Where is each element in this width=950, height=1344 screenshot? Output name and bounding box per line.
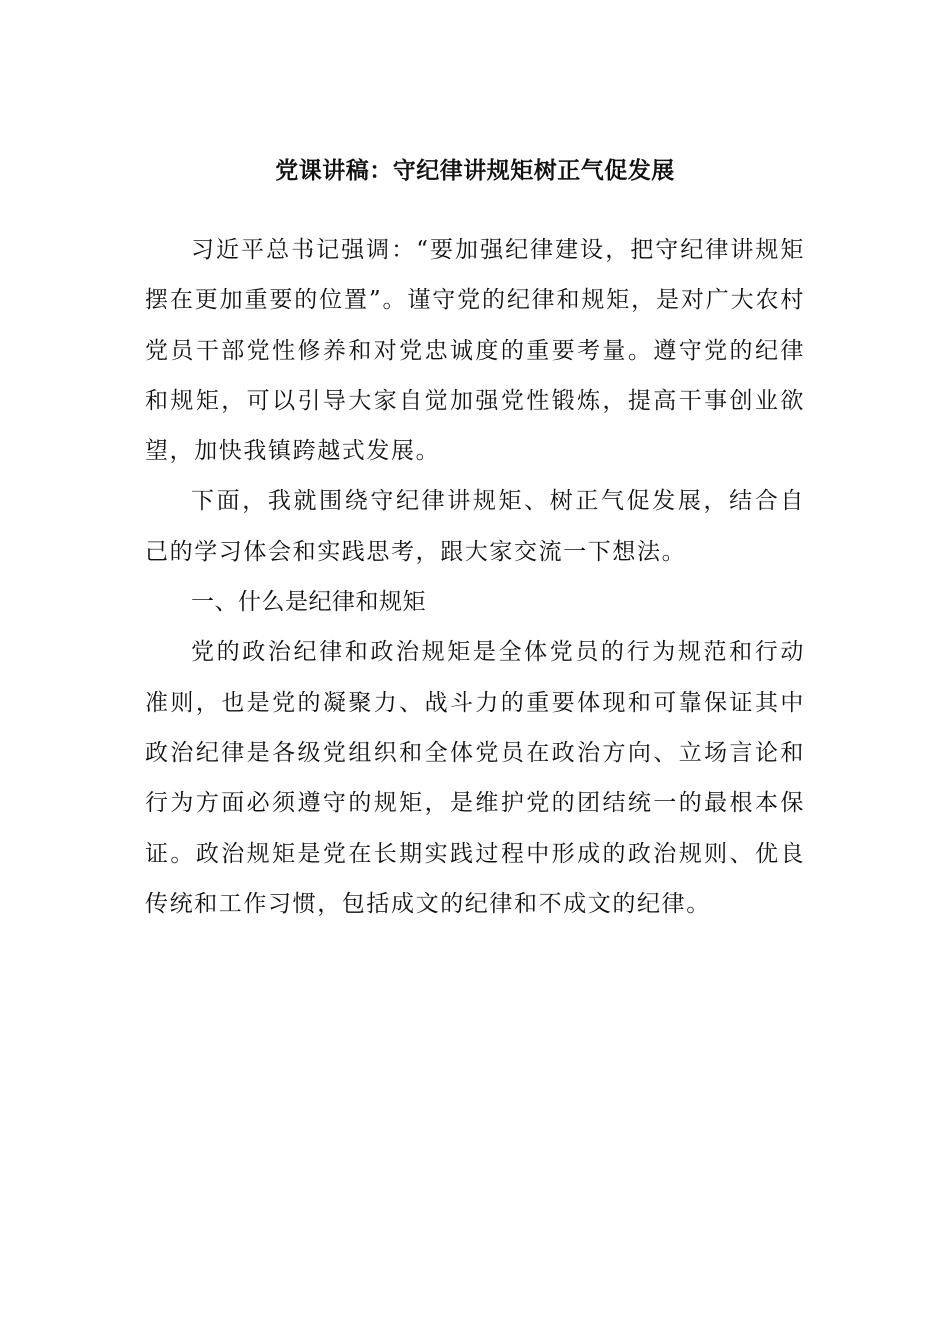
section-heading: 一、什么是纪律和规矩 (191, 589, 426, 616)
outline-paragraph: 下面，我就围绕守纪律讲规矩、树正气促发展，结合自己的学习体会和实践思考，跟大家交流一下想法。 (145, 488, 805, 565)
document-title: 党课讲稿：守纪律讲规矩树正气促发展 (275, 158, 675, 184)
intro-paragraph: 习近平总书记强调：“要加强纪律建设，把守纪律讲规矩摆在更加重要的位置”。谨守党的纪律和规矩，是对广大农村党员干部党性修养和对党忠诚度的重要考量。遵守党的纪律和规矩，可以引导大家自觉加强党性锻炼，提高干事创业欲望，加快我镇跨越式发展。 (145, 237, 805, 465)
document-body (145, 225, 805, 929)
section-paragraph: 党的政治纪律和政治规矩是全体党员的行为规范和行动准则，也是党的凝聚力、战斗力的重要体现和可靠保证其中政治纪律是各级党组织和全体党员在政治方向、立场言论和行为方面必须遵守的规矩，是维护党的团结统一的最根本保证。政治规矩是党在长期实践过程中形成的政治规则、优良传统和工作习惯，包括成文的纪律和不成文的纪律。 (145, 639, 805, 917)
